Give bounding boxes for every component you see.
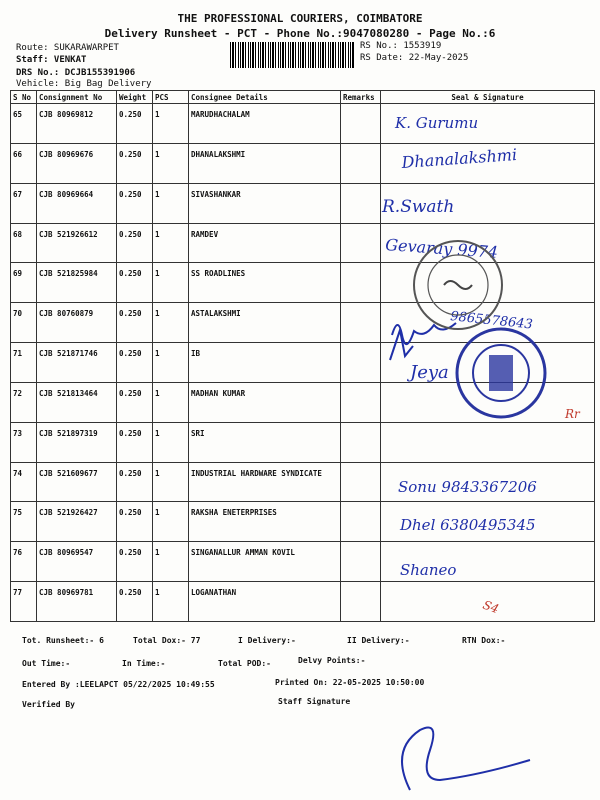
cell-consignee: IB — [189, 343, 341, 383]
ii-delivery: II Delivery:- — [347, 636, 410, 645]
cell-consignment-no: CJB 521813464 — [37, 382, 117, 422]
cell-pcs: 1 — [153, 382, 189, 422]
signature-row74: Sonu 9843367206 — [398, 478, 537, 496]
total-dox: Total Dox:- 77 — [133, 636, 201, 645]
cell-consignee: SS ROADLINES — [189, 263, 341, 303]
col-header-pcs: PCS — [153, 91, 189, 104]
col-header-weight: Weight — [117, 91, 153, 104]
cell-weight: 0.250 — [117, 542, 153, 582]
rtn-dox: RTN Dox:- — [462, 636, 506, 645]
col-header-consignee: Consignee Details — [189, 91, 341, 104]
cell-pcs: 1 — [153, 223, 189, 263]
cell-weight: 0.250 — [117, 183, 153, 223]
cell-consignment-no: CJB 521871746 — [37, 343, 117, 383]
signature-row65: K. Gurumu — [395, 114, 479, 132]
cell-weight: 0.250 — [117, 303, 153, 343]
cell-consignee: SRI — [189, 422, 341, 462]
cell-consignment-no: CJB 521897319 — [37, 422, 117, 462]
cell-pcs: 1 — [153, 303, 189, 343]
col-header-sno: S No — [11, 91, 37, 104]
rs-number: RS No.: 1553919 — [360, 41, 442, 51]
rs-date: RS Date: 22-May-2025 — [360, 53, 469, 63]
route-label: Route: SUKARAWARPET — [16, 43, 119, 53]
i-delivery: I Delivery:- — [238, 636, 296, 645]
company-title: THE PROFESSIONAL COURIERS, COIMBATORE — [177, 12, 423, 25]
signature-row75: Dhel 6380495345 — [400, 516, 536, 534]
cell-weight: 0.250 — [117, 582, 153, 622]
cell-consignee: RAMDEV — [189, 223, 341, 263]
cell-weight: 0.250 — [117, 343, 153, 383]
cell-pcs: 1 — [153, 422, 189, 462]
cell-pcs: 1 — [153, 183, 189, 223]
in-time: In Time:- — [122, 659, 166, 668]
cell-consignment-no: CJB 80969676 — [37, 143, 117, 183]
cell-consignee: ASTALAKSHMI — [189, 303, 341, 343]
signature-row76: Shaneo — [400, 561, 457, 579]
signature-row68: Gevaray 9974 — [384, 235, 499, 262]
round-stamp-blue — [457, 329, 545, 417]
cell-consignee: RAKSHA ENETERPRISES — [189, 502, 341, 542]
cell-pcs: 1 — [153, 462, 189, 502]
cell-weight: 0.250 — [117, 422, 153, 462]
cell-sno: 75 — [11, 502, 37, 542]
cell-sno: 69 — [11, 263, 37, 303]
cell-weight: 0.250 — [117, 382, 153, 422]
cell-weight: 0.250 — [117, 104, 153, 144]
cell-sno: 77 — [11, 582, 37, 622]
cell-sno: 70 — [11, 303, 37, 343]
entered-by: Entered By :LEELAPCT 05/22/2025 10:49:55 — [22, 680, 215, 689]
cell-weight: 0.250 — [117, 223, 153, 263]
cell-consignment-no: CJB 521926427 — [37, 502, 117, 542]
red-mark-row77: S4 — [480, 597, 501, 617]
cell-consignment-no: CJB 80969547 — [37, 542, 117, 582]
cell-consignment-no: CJB 80969781 — [37, 582, 117, 622]
cell-weight: 0.250 — [117, 263, 153, 303]
cell-sno: 68 — [11, 223, 37, 263]
staff-signature-label: Staff Signature — [278, 697, 351, 706]
col-header-seal-signature: Seal & Signature — [381, 91, 595, 104]
signature-row67: R.Swath — [382, 197, 455, 217]
cell-sno: 74 — [11, 462, 37, 502]
cell-sno: 67 — [11, 183, 37, 223]
cell-weight: 0.250 — [117, 143, 153, 183]
cell-consignment-no: CJB 80969812 — [37, 104, 117, 144]
cell-weight: 0.250 — [117, 462, 153, 502]
cell-consignee: DHANALAKSHMI — [189, 143, 341, 183]
staff-label: Staff: VENKAT — [16, 55, 87, 65]
signature-row71: Jeya — [410, 362, 449, 383]
red-mark-row72: Rr — [565, 407, 580, 421]
vehicle-label: Vehicle: Big Bag Delivery — [16, 79, 152, 89]
col-header-remarks: Remarks — [341, 91, 381, 104]
signature-row66: Dhanalakshmi — [400, 144, 518, 172]
cell-consignee: MADHAN KUMAR — [189, 382, 341, 422]
cell-sno: 66 — [11, 143, 37, 183]
cell-sno: 73 — [11, 422, 37, 462]
cell-consignee: MARUDHACHALAM — [189, 104, 341, 144]
cell-pcs: 1 — [153, 542, 189, 582]
phone-row70: 9865578643 — [449, 309, 534, 333]
col-header-consignment: Consignment No — [37, 91, 117, 104]
drs-number: DRS No.: DCJB155391906 — [16, 68, 136, 78]
staff-signature-scribble — [402, 728, 530, 791]
printed-on: Printed On: 22-05-2025 10:50:00 — [275, 678, 425, 687]
cell-consignee: SIVASHANKAR — [189, 183, 341, 223]
cell-sno: 65 — [11, 104, 37, 144]
cell-sno: 72 — [11, 382, 37, 422]
cell-pcs: 1 — [153, 582, 189, 622]
cell-sno: 76 — [11, 542, 37, 582]
cell-pcs: 1 — [153, 502, 189, 542]
cell-pcs: 1 — [153, 104, 189, 144]
runsheet-subtitle: Delivery Runsheet - PCT - Phone No.:9047080280 - Page No.:6 — [104, 27, 496, 40]
cell-consignment-no: CJB 521825984 — [37, 263, 117, 303]
cell-sno: 71 — [11, 343, 37, 383]
cell-consignee: INDUSTRIAL HARDWARE SYNDICATE — [189, 462, 341, 502]
cell-consignment-no: CJB 80969664 — [37, 183, 117, 223]
cell-consignee: LOGANATHAN — [189, 582, 341, 622]
cell-consignee: SINGANALLUR AMMAN KOVIL — [189, 542, 341, 582]
total-pod: Total POD:- — [218, 659, 271, 668]
cell-consignment-no: CJB 521926612 — [37, 223, 117, 263]
cell-pcs: 1 — [153, 143, 189, 183]
delvy-points: Delvy Points:- — [298, 656, 366, 665]
cell-weight: 0.250 — [117, 502, 153, 542]
cell-pcs: 1 — [153, 343, 189, 383]
scribble-mark-row71 — [390, 330, 413, 360]
cell-consignment-no: CJB 80760879 — [37, 303, 117, 343]
cell-consignment-no: CJB 521609677 — [37, 462, 117, 502]
cell-pcs: 1 — [153, 263, 189, 303]
out-time: Out Time:- — [22, 659, 71, 668]
verified-by: Verified By — [22, 700, 75, 709]
tot-runsheet: Tot. Runsheet:- 6 — [22, 636, 104, 645]
